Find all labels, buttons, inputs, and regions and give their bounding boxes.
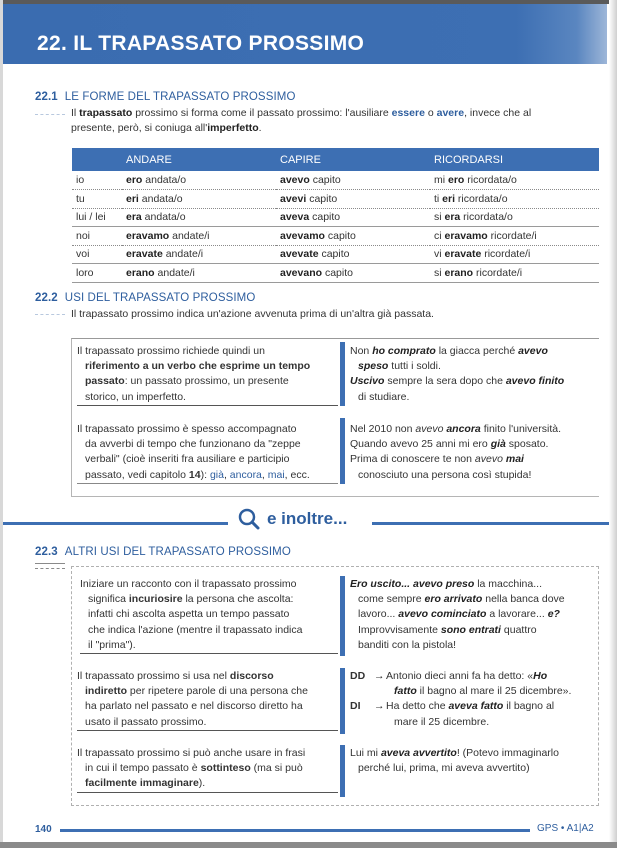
section-intro-22-1: Il trapassato prossimo si forma come il passato prossimo: l'ausiliare essere o avere, invece che al presente, però, si coniuga all'imperfetto. [71,107,532,134]
section-title: LE FORME DEL TRAPASSATO PROSSIMO [64,91,296,103]
conjugation-table [72,148,599,283]
indirect-speech-label: DI [350,700,361,713]
adverb-mai: mai [267,468,285,481]
section-intro-22-2: Il trapassato prossimo indica un'azione avvenuta prima di un'altra già passata. [71,308,434,320]
page-number: 140 [35,824,52,835]
divider-bar [340,576,345,656]
scan-bottom-edge [0,842,617,848]
altri-usi-example-3: Lui mi aveva avvertito! (Potevo immaginarlo perché lui, prima, mi aveva avvertito) [350,747,559,775]
decorative-dash [35,568,65,569]
inoltre-label: e inoltre... [267,509,348,528]
section-heading-22-3: 22.3 ALTRI USI DEL TRAPASSATO PROSSIMO [35,546,291,558]
arrow-icon: → [374,700,385,713]
arrow-icon: → [374,670,385,682]
altri-usi-rule-1: Iniziare un racconto con il trapassato prossimo significa incuriosire la persona che ascolta: infatti chi ascolta aspetta un tempo passato che indica l'azione (mentre il trapassato indica il "prima"). [80,577,338,654]
magnifier-icon [238,508,260,530]
altri-usi-example-1: Ero uscito... avevo preso la macchina... come sempre ero arrivato nella banca dove lavoro... avevo cominciato a lavorare... e? Improvvisamente sono entrati quattro banditi con la pistola! [350,578,565,651]
inoltre-line-left [3,522,228,525]
chapter-header-band [3,4,607,64]
table-row: io ero andata/o avevo capito mi ero ricordata/o [72,171,599,190]
table-row: loro erano andate/i avevano capito si erano ricordate/i [72,264,599,283]
divider-bar [340,418,345,484]
adverb-ancora: ancora [229,468,262,481]
table-header-row [72,148,599,171]
usi-rule-2: Il trapassato prossimo è spesso accompagnato da avverbi di tempo che funzionano da "zeppe verbali" (cioè inseriti fra ausiliare e participio passato, vedi capitolo 14): già, ancora, mai, ecc. [77,422,338,484]
divider-bar [340,342,345,406]
book-tag: GPS • A1|A2 [537,823,594,834]
decorative-dash [35,314,65,315]
column-header-andare: ANDARE [122,148,276,171]
usi-example-1: Non ho comprato la giacca perché avevo speso tutti i soldi. Uscivo sempre la sera dopo che avevo finito di studiare. [350,345,565,403]
section-heading-22-1 [35,91,296,103]
section-number: 22.1 [35,91,58,103]
footer-rule [60,829,530,832]
table-row: voi eravate andate/i avevate capito vi eravate ricordate/i [72,245,599,264]
divider-bar [340,745,345,797]
column-header-pronoun [72,148,122,171]
divider-bar [340,668,345,734]
table-row: lui / lei era andata/o aveva capito si era ricordata/o [72,208,599,227]
scan-right-edge [609,0,617,848]
usi-rule-1: Il trapassato prossimo richiede quindi un riferimento a un verbo che esprime un tempo passato: un passato prossimo, un presente storico, un imperfetto. [77,344,338,406]
section-heading-22-2: 22.2 USI DEL TRAPASSATO PROSSIMO [35,292,256,304]
chapter-title: 22. IL TRAPASSATO PROSSIMO [37,32,365,55]
decorative-dash [35,114,65,115]
column-header-ricordarsi: RICORDARSI [430,148,599,171]
direct-speech-label: DD [350,670,366,682]
table-row: noi eravamo andate/i avevamo capito ci eravamo ricordate/i [72,227,599,246]
altri-usi-rule-2: Il trapassato prossimo si usa nel discorso indiretto per ripetere parole di una persona che ha parlato nel passato e nel discorso diretto ha usato il passato prossimo. [77,669,338,731]
altri-usi-rule-3: Il trapassato prossimo si può anche usare in frasi in cui il tempo passato è sottinteso (ma si può facilmente immaginare). [77,746,338,793]
e-inoltre-heading [238,508,347,530]
usi-example-2: Nel 2010 non avevo ancora finito l'università. Quando avevo 25 anni mi ero già sposato. Prima di conoscere te non avevo mai conosciuto una persona così stupida! [350,423,561,481]
table-row: tu eri andata/o avevi capito ti eri ricordata/o [72,190,599,209]
scan-left-edge [0,0,3,848]
decorative-dash [35,563,65,564]
inoltre-line-right [372,522,612,525]
keyword-essere: essere [391,107,425,119]
column-header-capire: CAPIRE [276,148,430,171]
adverb-gia: già [209,468,224,481]
keyword-avere: avere [436,107,465,119]
altri-usi-example-2: DD → Antonio dieci anni fa ha detto: «Ho fatto il bagno al mare il 25 dicembre». DI → Ha detto che aveva fatto il bagno al mare il 25 dicembre. [350,670,572,728]
